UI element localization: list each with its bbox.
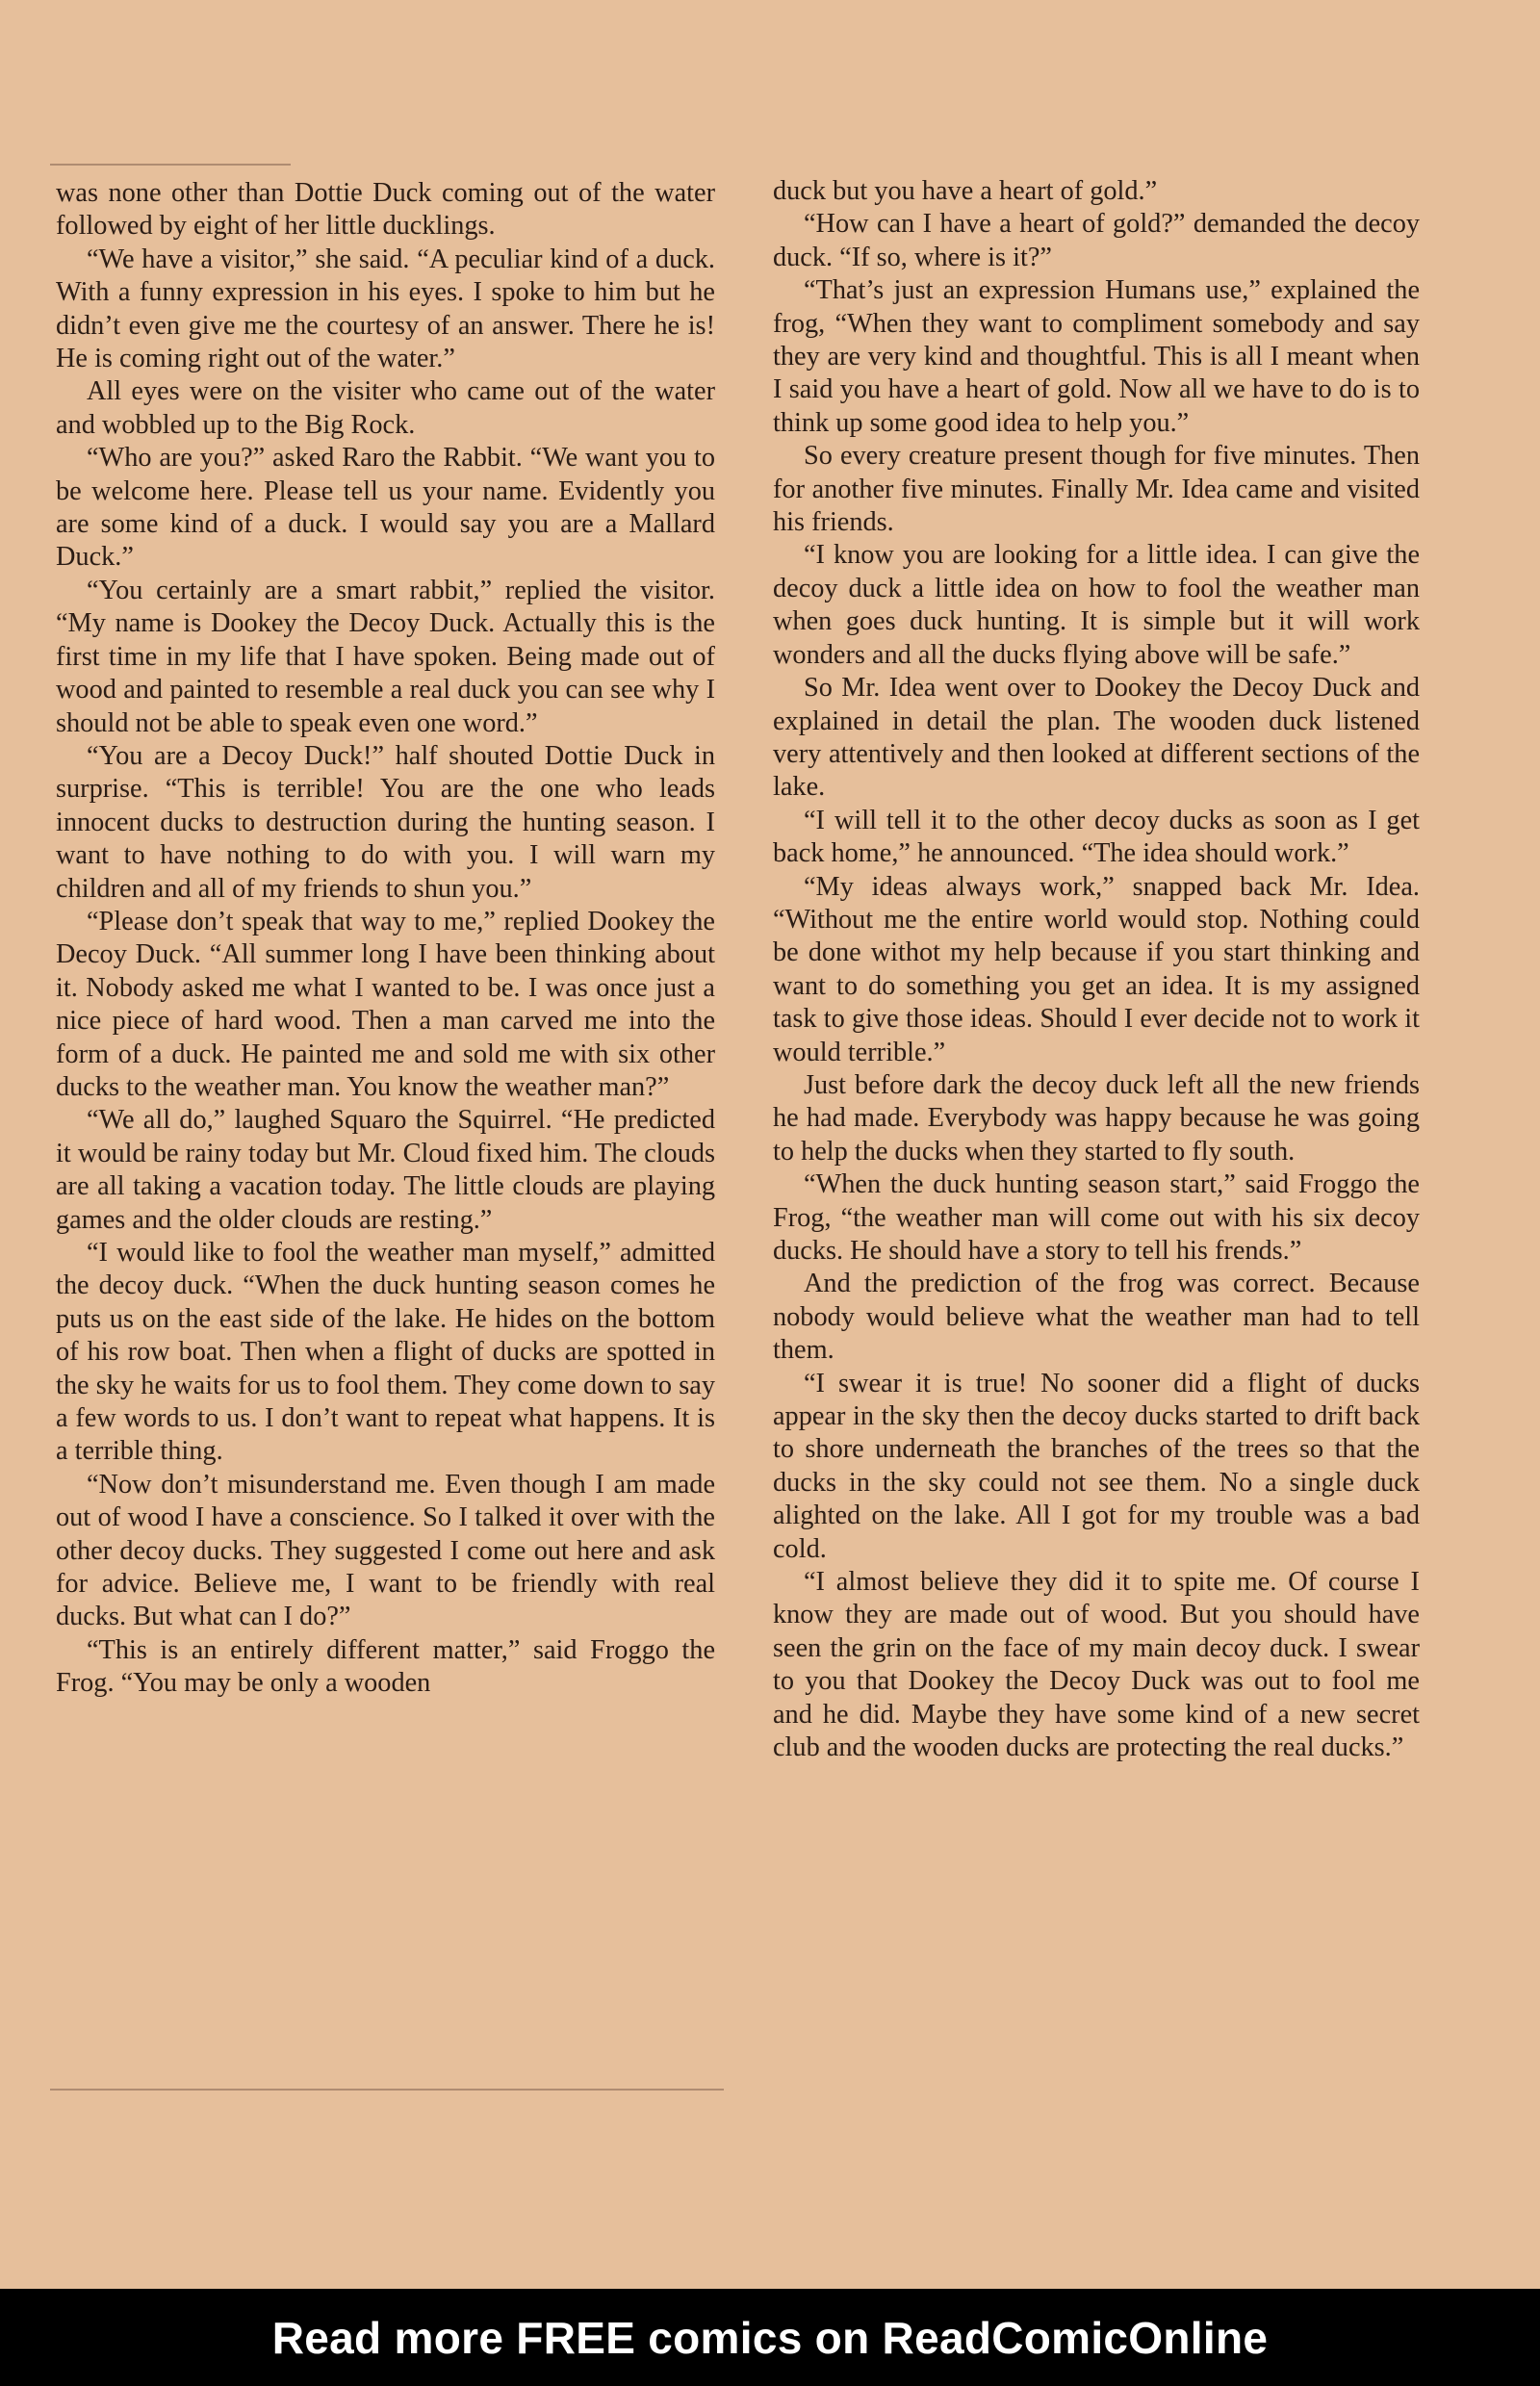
paragraph: “I swear it is true! No sooner did a flight of ducks appear in the sky then the decoy ducks started to drift back to shore underneath the branches of the trees so that the ducks in the sky could not see them. No a single duck alighted on the lake. All I got for my trouble was a bad cold. [773,1368,1420,1564]
paragraph: “This is an entirely different matter,” said Froggo the Frog. “You may be only a wooden [56,1634,715,1699]
paragraph: “That’s just an expression Humans use,” explained the frog, “When they want to compliment somebody and say they are very kind and thoughtful. This is all I meant when I said you have a heart of gold. Now all we have to do is to think up some good idea to help you.” [773,275,1420,438]
left-text-column [56,177,715,1701]
paragraph: So every creature present though for five minutes. Then for another five minutes. Finally Mr. Idea came and visited his friends. [773,441,1420,538]
paragraph: “How can I have a heart of gold?” demanded the decoy duck. “If so, where is it?” [773,209,1420,272]
paragraph: “We all do,” laughed Squaro the Squirrel. “He predicted it would be rainy today but Mr. Cloud fixed him. The clouds are all taking a vacation today. The little clouds are playing games and the older clouds are resting.” [56,1105,715,1235]
paragraph: “I will tell it to the other decoy ducks as soon as I get back home,” he announced. “The idea should work.” [773,805,1420,869]
paragraph: “I almost believe they did it to spite me. Of course I know they are made out of wood. But you should have seen the grin on the face of my main decoy duck. I swear to you that Dookey the Decoy Duck was out to fool me and he did. Maybe they have some kind of a new secret club and the wooden ducks are protecting the real ducks.” [773,1567,1420,1763]
footer-banner-text[interactable]: Read more FREE comics on ReadComicOnline [271,2312,1269,2363]
paragraph: “You certainly are a smart rabbit,” replied the visitor. “My name is Dookey the Decoy Duck. Actually this is the first time in my life that I have spoken. Being made out of wood and painted to resemble a real duck you can see why I should not be able to speak even one word.” [56,575,715,738]
paragraph: All eyes were on the visiter who came out of the water and wobbled up to the Big Rock. [56,376,715,440]
paragraph: “I know you are looking for a little idea. I can give the decoy duck a little idea on how to fool the weather man when goes duck hunting. It is simple but it will work wonders and all the ducks flying above will be safe.” [773,540,1420,670]
paragraph: So Mr. Idea went over to Dookey the Decoy Duck and explained in detail the plan. The wooden duck listened very attentively and then looked at different sections of the lake. [773,673,1420,803]
paragraph: “I would like to fool the weather man myself,” admitted the decoy duck. “When the duck hunting season comes he puts us on the east side of the lake. He hides on the bottom of his row boat. Then when a flight of ducks are spotted in the sky he waits for us to fool them. They come down to say a few words to us. I don’t want to repeat what happens. It is a terrible thing. [56,1238,715,1467]
right-text-column [773,175,1420,1765]
paragraph: “Who are you?” asked Raro the Rabbit. “We want you to be welcome here. Please tell us your name. Evidently you are some kind of a duck. I would say you are a Mallard Duck.” [56,443,715,573]
paragraph: And the prediction of the frog was correct. Because nobody would believe what the weather man had to tell them. [773,1269,1420,1366]
paragraph: “You are a Decoy Duck!” half shouted Dottie Duck in surprise. “This is terrible! You are the one who leads innocent ducks to destruction during the hunting season. I want to have nothing to do with you. I will warn my children and all of my friends to shun you.” [56,740,715,904]
paragraph: “We have a visitor,” she said. “A peculiar kind of a duck. With a funny expression in his eyes. I spoke to him but he didn’t even give me the courtesy of an answer. There he is! He is coming right out of the water.” [56,244,715,374]
paragraph: “When the duck hunting season start,” said Froggo the Frog, “the weather man will come out with his six decoy ducks. He should have a story to tell his frends.” [773,1169,1420,1266]
paragraph: duck but you have a heart of gold.” [773,176,1158,206]
bottom-divider [50,2089,724,2091]
paragraph: “Please don’t speak that way to me,” replied Dookey the Decoy Duck. “All summer long I have been thinking about it. Nobody asked me what I wanted to be. I was once just a nice piece of hard wood. Then a man carved me into the form of a duck. He painted me and sold me with six other ducks to the weather man. You know the weather man?” [56,906,715,1102]
paragraph: Just before dark the decoy duck left all the new friends he had made. Everybody was happy because he was going to help the ducks when they started to fly south. [773,1069,1420,1167]
footer-banner[interactable] [0,2289,1540,2386]
paragraph: was none other than Dottie Duck coming out of the water followed by eight of her little ducklings. [56,178,715,242]
top-divider [50,164,291,166]
paragraph: “My ideas always work,” snapped back Mr. Idea. “Without me the entire world would stop. Nothing could be done withot my help because if you start thinking and want to do something you get an idea. It is my assigned task to give those ideas. Should I ever decide not to work it would terrible.” [773,871,1420,1067]
paragraph: “Now don’t misunderstand me. Even though I am made out of wood I have a conscience. So I talked it over with the other decoy ducks. They suggested I come out here and ask for advice. Believe me, I want to be friendly with real ducks. But what can I do?” [56,1469,715,1632]
